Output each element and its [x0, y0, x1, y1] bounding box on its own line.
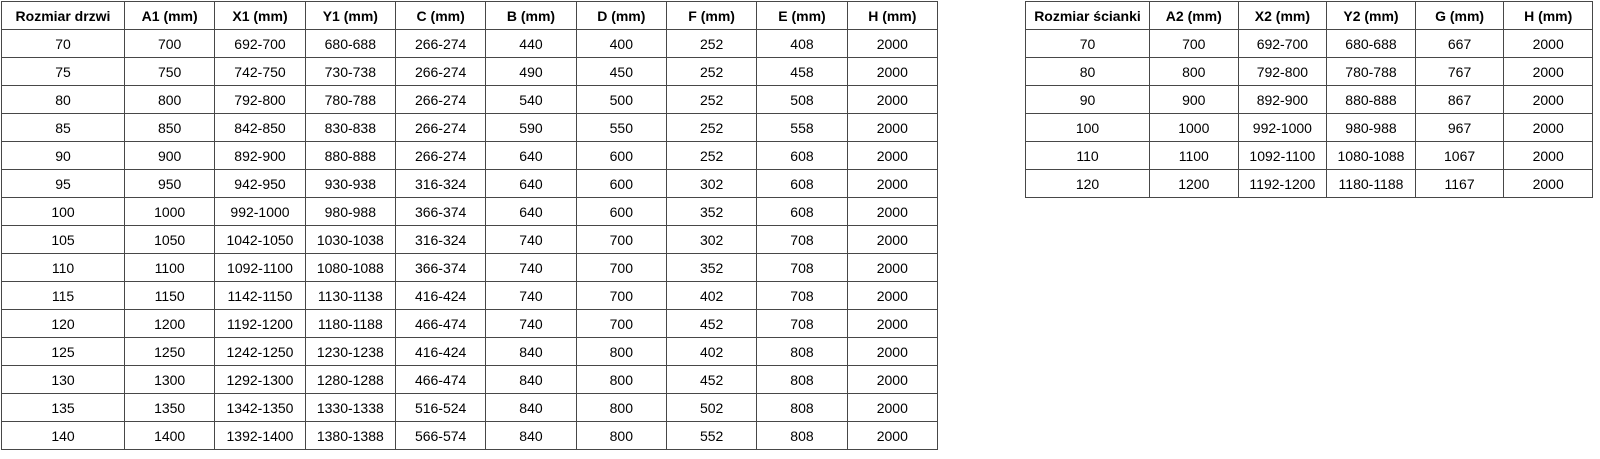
- table-cell: 1300: [125, 366, 215, 394]
- column-header: E (mm): [757, 2, 847, 30]
- table-cell: 266-274: [395, 142, 485, 170]
- column-header: B (mm): [486, 2, 576, 30]
- table-row: [2, 338, 938, 366]
- column-header: F (mm): [666, 2, 756, 30]
- table-cell: 458: [757, 58, 847, 86]
- table-cell: 140: [2, 422, 125, 450]
- table-cell: 767: [1415, 58, 1504, 86]
- table-cell: 90: [2, 142, 125, 170]
- table-row: [1026, 170, 1593, 198]
- table-row: [2, 282, 938, 310]
- table-cell: 316-324: [395, 170, 485, 198]
- table-cell: 566-574: [395, 422, 485, 450]
- table-cell: 70: [2, 30, 125, 58]
- table-cell: 2000: [847, 86, 937, 114]
- table-cell: 85: [2, 114, 125, 142]
- table-cell: 640: [486, 198, 576, 226]
- table-cell: 867: [1415, 86, 1504, 114]
- table-cell: 692-700: [215, 30, 305, 58]
- table-cell: 900: [1150, 86, 1239, 114]
- column-header: Rozmiar drzwi: [2, 2, 125, 30]
- table-cell: 850: [125, 114, 215, 142]
- table-cell: 1330-1338: [305, 394, 395, 422]
- table-cell: 400: [576, 30, 666, 58]
- table-cell: 950: [125, 170, 215, 198]
- table-cell: 252: [666, 58, 756, 86]
- table-cell: 708: [757, 282, 847, 310]
- table-cell: 95: [2, 170, 125, 198]
- table-row: [2, 142, 938, 170]
- table-cell: 540: [486, 86, 576, 114]
- table-cell: 266-274: [395, 114, 485, 142]
- table-cell: 680-688: [1327, 30, 1416, 58]
- table-cell: 640: [486, 170, 576, 198]
- table-cell: 500: [576, 86, 666, 114]
- table-cell: 452: [666, 366, 756, 394]
- table-cell: 2000: [1504, 58, 1593, 86]
- table-cell: 700: [125, 30, 215, 58]
- table-cell: 440: [486, 30, 576, 58]
- table-cell: 792-800: [1238, 58, 1327, 86]
- table-row: [2, 226, 938, 254]
- table-row: [2, 394, 938, 422]
- door-size-table: [1, 1, 938, 450]
- door-table-header-row: [2, 2, 938, 30]
- table-cell: 992-1000: [215, 198, 305, 226]
- table-cell: 700: [1150, 30, 1239, 58]
- column-header: G (mm): [1415, 2, 1504, 30]
- table-cell: 808: [757, 394, 847, 422]
- table-cell: 2000: [847, 226, 937, 254]
- table-cell: 1230-1238: [305, 338, 395, 366]
- table-row: [2, 310, 938, 338]
- column-header: D (mm): [576, 2, 666, 30]
- table-cell: 708: [757, 254, 847, 282]
- table-cell: 740: [486, 310, 576, 338]
- table-cell: 600: [576, 142, 666, 170]
- table-cell: 1280-1288: [305, 366, 395, 394]
- table-cell: 366-374: [395, 254, 485, 282]
- table-cell: 1100: [125, 254, 215, 282]
- table-cell: 800: [576, 366, 666, 394]
- table-cell: 366-374: [395, 198, 485, 226]
- wall-size-table: [1025, 1, 1593, 198]
- table-cell: 120: [1026, 170, 1150, 198]
- table-cell: 90: [1026, 86, 1150, 114]
- table-cell: 302: [666, 226, 756, 254]
- table-cell: 100: [1026, 114, 1150, 142]
- table-cell: 700: [576, 226, 666, 254]
- table-cell: 700: [576, 282, 666, 310]
- table-cell: 2000: [847, 198, 937, 226]
- table-cell: 800: [1150, 58, 1239, 86]
- table-cell: 450: [576, 58, 666, 86]
- table-cell: 840: [486, 338, 576, 366]
- table-cell: 1142-1150: [215, 282, 305, 310]
- table-cell: 608: [757, 170, 847, 198]
- table-cell: 700: [576, 254, 666, 282]
- table-cell: 416-424: [395, 338, 485, 366]
- table-cell: 1292-1300: [215, 366, 305, 394]
- table-cell: 110: [2, 254, 125, 282]
- table-cell: 266-274: [395, 30, 485, 58]
- column-header: Y2 (mm): [1327, 2, 1416, 30]
- column-header: A2 (mm): [1150, 2, 1239, 30]
- table-cell: 452: [666, 310, 756, 338]
- table-cell: 842-850: [215, 114, 305, 142]
- table-cell: 800: [576, 422, 666, 450]
- table-row: [2, 86, 938, 114]
- wall-table-header-row: [1026, 2, 1593, 30]
- table-cell: 1350: [125, 394, 215, 422]
- table-cell: 466-474: [395, 310, 485, 338]
- table-cell: 1080-1088: [305, 254, 395, 282]
- table-cell: 742-750: [215, 58, 305, 86]
- column-header: H (mm): [1504, 2, 1593, 30]
- table-cell: 930-938: [305, 170, 395, 198]
- table-cell: 2000: [1504, 170, 1593, 198]
- table-row: [1026, 58, 1593, 86]
- table-cell: 466-474: [395, 366, 485, 394]
- table-cell: 2000: [847, 170, 937, 198]
- column-header: Y1 (mm): [305, 2, 395, 30]
- table-cell: 552: [666, 422, 756, 450]
- table-cell: 135: [2, 394, 125, 422]
- table-cell: 70: [1026, 30, 1150, 58]
- table-cell: 808: [757, 338, 847, 366]
- table-cell: 900: [125, 142, 215, 170]
- table-cell: 840: [486, 394, 576, 422]
- table-cell: 800: [576, 394, 666, 422]
- table-cell: 2000: [847, 30, 937, 58]
- table-cell: 692-700: [1238, 30, 1327, 58]
- table-cell: 2000: [1504, 30, 1593, 58]
- table-cell: 130: [2, 366, 125, 394]
- table-cell: 708: [757, 226, 847, 254]
- table-cell: 942-950: [215, 170, 305, 198]
- table-cell: 1042-1050: [215, 226, 305, 254]
- table-cell: 408: [757, 30, 847, 58]
- table-cell: 558: [757, 114, 847, 142]
- table-cell: 2000: [847, 310, 937, 338]
- table-cell: 600: [576, 170, 666, 198]
- table-cell: 880-888: [1327, 86, 1416, 114]
- table-row: [1026, 114, 1593, 142]
- table-cell: 80: [1026, 58, 1150, 86]
- table-cell: 100: [2, 198, 125, 226]
- table-cell: 808: [757, 366, 847, 394]
- table-cell: 780-788: [1327, 58, 1416, 86]
- column-header: C (mm): [395, 2, 485, 30]
- table-cell: 1342-1350: [215, 394, 305, 422]
- table-cell: 1130-1138: [305, 282, 395, 310]
- wall-table-body: [1026, 30, 1593, 198]
- table-cell: 590: [486, 114, 576, 142]
- table-cell: 600: [576, 198, 666, 226]
- table-cell: 1380-1388: [305, 422, 395, 450]
- table-cell: 316-324: [395, 226, 485, 254]
- table-cell: 792-800: [215, 86, 305, 114]
- table-cell: 880-888: [305, 142, 395, 170]
- table-cell: 1392-1400: [215, 422, 305, 450]
- table-cell: 2000: [847, 254, 937, 282]
- table-cell: 1192-1200: [1238, 170, 1327, 198]
- table-cell: 800: [576, 338, 666, 366]
- table-cell: 2000: [847, 394, 937, 422]
- table-cell: 2000: [1504, 114, 1593, 142]
- table-cell: 1167: [1415, 170, 1504, 198]
- table-cell: 80: [2, 86, 125, 114]
- table-cell: 1030-1038: [305, 226, 395, 254]
- table-cell: 105: [2, 226, 125, 254]
- table-cell: 266-274: [395, 58, 485, 86]
- table-cell: 2000: [847, 282, 937, 310]
- table-cell: 2000: [847, 142, 937, 170]
- table-cell: 1092-1100: [1238, 142, 1327, 170]
- table-cell: 120: [2, 310, 125, 338]
- table-cell: 980-988: [305, 198, 395, 226]
- table-cell: 1250: [125, 338, 215, 366]
- table-cell: 992-1000: [1238, 114, 1327, 142]
- table-cell: 1180-1188: [305, 310, 395, 338]
- table-cell: 1100: [1150, 142, 1239, 170]
- table-cell: 508: [757, 86, 847, 114]
- table-cell: 680-688: [305, 30, 395, 58]
- table-row: [1026, 30, 1593, 58]
- table-row: [2, 114, 938, 142]
- table-cell: 608: [757, 198, 847, 226]
- table-cell: 2000: [847, 114, 937, 142]
- table-cell: 2000: [847, 422, 937, 450]
- table-cell: 700: [576, 310, 666, 338]
- table-cell: 252: [666, 142, 756, 170]
- table-cell: 840: [486, 422, 576, 450]
- table-cell: 830-838: [305, 114, 395, 142]
- table-cell: 516-524: [395, 394, 485, 422]
- table-cell: 2000: [1504, 142, 1593, 170]
- table-row: [2, 170, 938, 198]
- table-cell: 750: [125, 58, 215, 86]
- table-row: [2, 58, 938, 86]
- column-header: X1 (mm): [215, 2, 305, 30]
- table-cell: 110: [1026, 142, 1150, 170]
- table-cell: 252: [666, 30, 756, 58]
- table-cell: 1200: [1150, 170, 1239, 198]
- table-cell: 1000: [1150, 114, 1239, 142]
- table-cell: 608: [757, 142, 847, 170]
- table-cell: 730-738: [305, 58, 395, 86]
- table-cell: 1192-1200: [215, 310, 305, 338]
- table-cell: 2000: [1504, 86, 1593, 114]
- table-cell: 550: [576, 114, 666, 142]
- table-cell: 980-988: [1327, 114, 1416, 142]
- table-cell: 1200: [125, 310, 215, 338]
- table-cell: 1180-1188: [1327, 170, 1416, 198]
- table-cell: 2000: [847, 338, 937, 366]
- table-cell: 402: [666, 282, 756, 310]
- column-header: A1 (mm): [125, 2, 215, 30]
- table-cell: 1050: [125, 226, 215, 254]
- column-header: Rozmiar ścianki: [1026, 2, 1150, 30]
- table-cell: 1067: [1415, 142, 1504, 170]
- table-cell: 640: [486, 142, 576, 170]
- table-cell: 266-274: [395, 86, 485, 114]
- table-cell: 252: [666, 86, 756, 114]
- table-cell: 740: [486, 254, 576, 282]
- table-cell: 2000: [847, 366, 937, 394]
- table-cell: 75: [2, 58, 125, 86]
- table-cell: 708: [757, 310, 847, 338]
- table-row: [2, 30, 938, 58]
- table-cell: 1242-1250: [215, 338, 305, 366]
- table-cell: 252: [666, 114, 756, 142]
- table-row: [2, 422, 938, 450]
- table-cell: 667: [1415, 30, 1504, 58]
- table-cell: 115: [2, 282, 125, 310]
- table-cell: 125: [2, 338, 125, 366]
- table-cell: 892-900: [215, 142, 305, 170]
- table-cell: 780-788: [305, 86, 395, 114]
- table-row: [2, 198, 938, 226]
- table-cell: 967: [1415, 114, 1504, 142]
- table-cell: 502: [666, 394, 756, 422]
- table-cell: 1080-1088: [1327, 142, 1416, 170]
- column-header: X2 (mm): [1238, 2, 1327, 30]
- table-cell: 1400: [125, 422, 215, 450]
- table-cell: 740: [486, 226, 576, 254]
- table-cell: 402: [666, 338, 756, 366]
- table-row: [2, 366, 938, 394]
- table-cell: 490: [486, 58, 576, 86]
- table-cell: 840: [486, 366, 576, 394]
- table-row: [1026, 142, 1593, 170]
- table-cell: 808: [757, 422, 847, 450]
- table-cell: 800: [125, 86, 215, 114]
- table-cell: 892-900: [1238, 86, 1327, 114]
- table-row: [2, 254, 938, 282]
- table-cell: 1000: [125, 198, 215, 226]
- door-table-body: [2, 30, 938, 450]
- table-cell: 1150: [125, 282, 215, 310]
- column-header: H (mm): [847, 2, 937, 30]
- table-cell: 352: [666, 198, 756, 226]
- table-cell: 740: [486, 282, 576, 310]
- table-cell: 302: [666, 170, 756, 198]
- table-row: [1026, 86, 1593, 114]
- table-cell: 2000: [847, 58, 937, 86]
- table-cell: 416-424: [395, 282, 485, 310]
- table-cell: 1092-1100: [215, 254, 305, 282]
- table-cell: 352: [666, 254, 756, 282]
